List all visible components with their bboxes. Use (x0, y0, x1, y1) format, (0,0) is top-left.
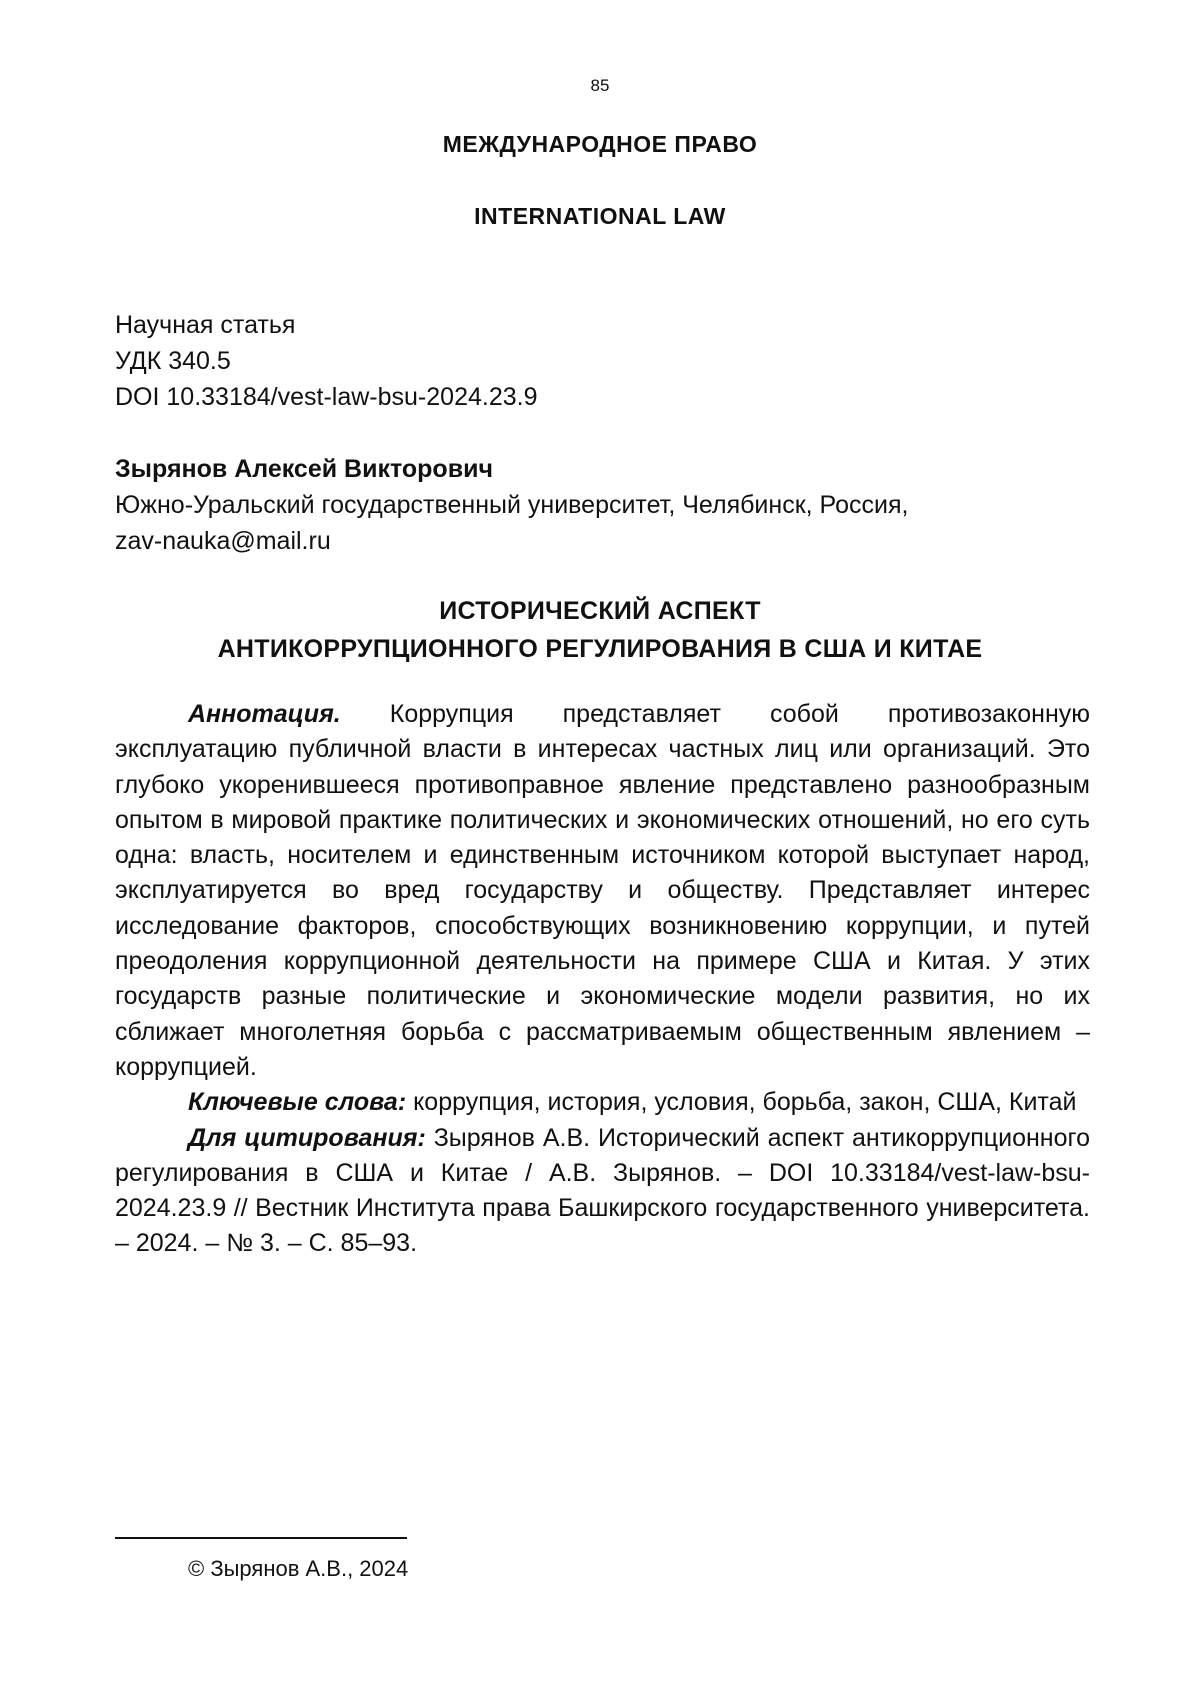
article-front-matter (115, 697, 1090, 1262)
citation-label: Для цитирования: (188, 1123, 426, 1152)
author-name: Зырянов Алексей Викторович (115, 455, 493, 483)
article-title-line1: ИСТОРИЧЕСКИЙ АСПЕКТ (439, 597, 761, 625)
author-block (115, 451, 908, 559)
footnote-divider (115, 1537, 407, 1539)
page-number: 85 (590, 76, 610, 95)
keywords-label: Ключевые слова: (188, 1088, 407, 1117)
abstract (115, 697, 1090, 1085)
section-title-ru: МЕЖДУНАРОДНОЕ ПРАВО (442, 131, 758, 157)
udc-code: УДК 340.5 (115, 347, 231, 375)
article-meta (115, 307, 537, 415)
copyright-footnote: © Зырянов А.В., 2024 (188, 1556, 409, 1581)
citation-text: Зырянов А.В. Исторический аспект антикоррупционного регулирования в США и Китае / А.В. Зырянов. – DOI 10.33184/vest-law-bsu-2024.23.9 // Вестник Института права Башкирского государственного университета. – 2024. – № 3. – С. 85–93. (115, 1123, 1090, 1258)
citation (115, 1121, 1090, 1262)
abstract-label: Аннотация. (188, 700, 341, 728)
author-affiliation: Южно-Уральский государственный университет, Челябинск, Россия, (115, 491, 909, 519)
article-title (0, 592, 1200, 668)
doi: DOI 10.33184/vest-law-bsu-2024.23.9 (115, 383, 538, 411)
article-type: Научная статья (115, 311, 296, 339)
abstract-text: Коррупция представляет собой противозаконную эксплуатацию публичной власти в интересах частных лиц или организаций. Это глубоко укоренившееся противоправное явление представлено разнообразным опытом в мировой практике политических и экономических отношений, но его суть одна: власть, носителем и единственным источником которой выступает народ, эксплуатируется во вред государству и обществу. Представляет интерес исследование факторов, способствующих возникновению коррупции, и путей преодоления коррупционной деятельности на примере США и Китая. У этих государств разные политические и экономические модели развития, но их сближает многолетняя борьба с рассматриваемым общественным явлением – коррупцией. (115, 700, 1091, 1081)
keywords (115, 1085, 1090, 1120)
article-title-line2: АНТИКОРРУПЦИОННОГО РЕГУЛИРОВАНИЯ В США И КИТАЕ (217, 635, 983, 663)
author-email: zav-nauka@mail.ru (115, 527, 331, 555)
section-title-en: INTERNATIONAL LAW (474, 203, 726, 229)
keywords-text: коррупция, история, условия, борьба, закон, США, Китай (413, 1088, 1077, 1117)
